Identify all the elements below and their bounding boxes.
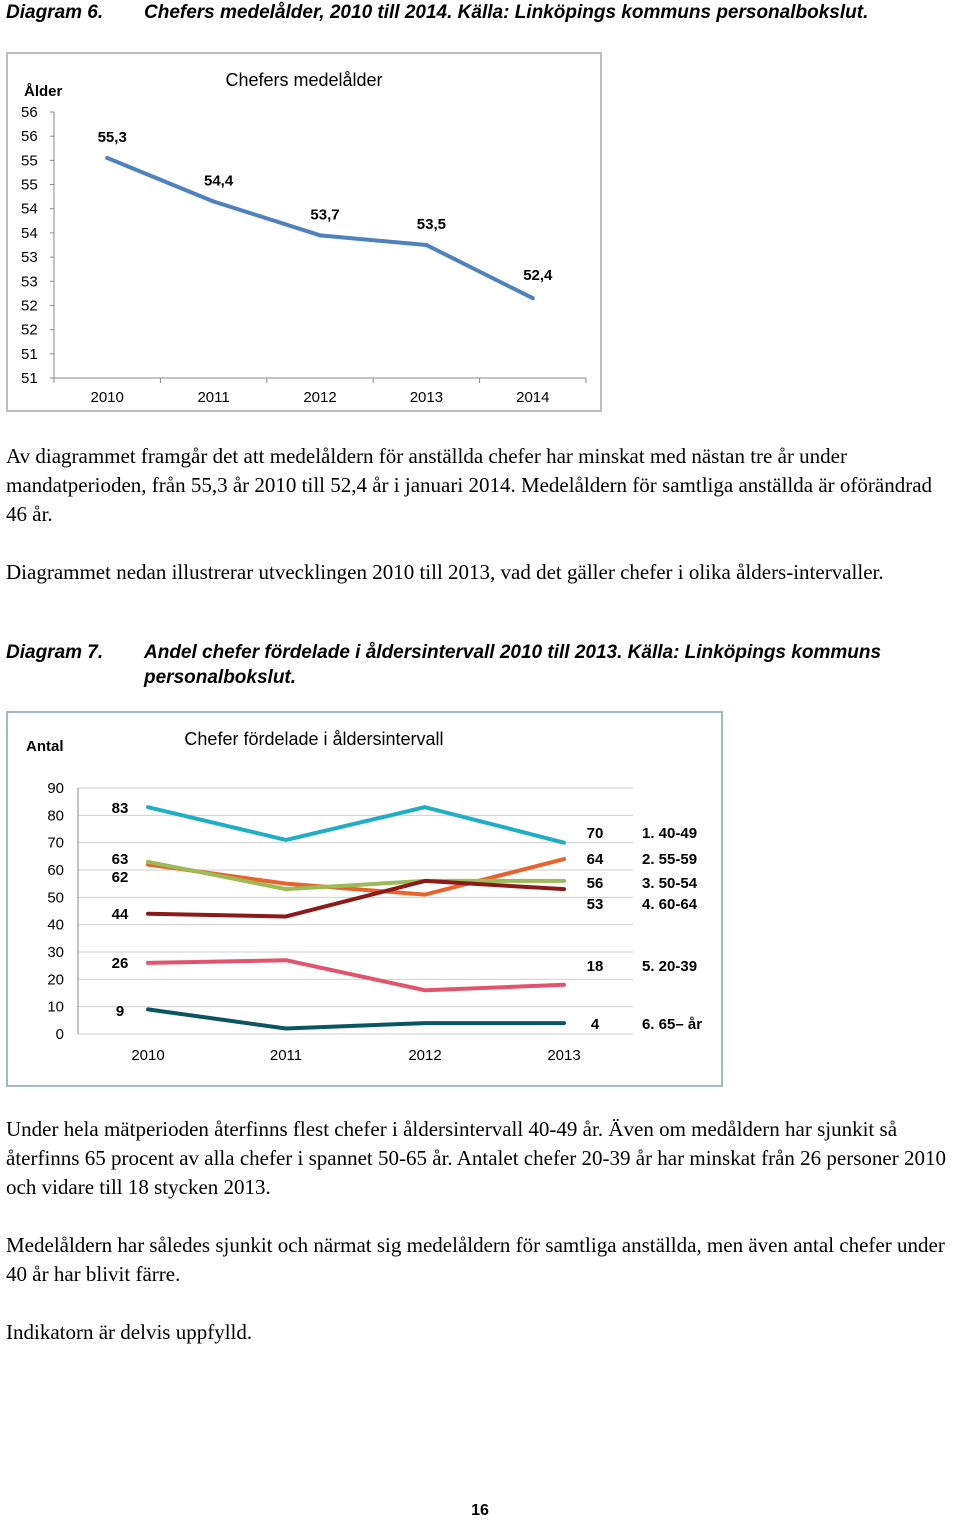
chart2-legend-entry: 5. 20-39 bbox=[642, 958, 698, 975]
chart2-start-label: 62 bbox=[111, 869, 129, 886]
chart2-ytick-label: 10 bbox=[47, 998, 64, 1016]
chart2-ytick-label: 40 bbox=[47, 916, 64, 934]
chart2-ytick-label: 90 bbox=[47, 780, 64, 797]
chart2-end-label: 56 bbox=[586, 875, 604, 892]
chart2-ytick-label: 0 bbox=[55, 1026, 64, 1043]
chart-age-intervals-svg bbox=[6, 711, 723, 1087]
chart2-start-label: 63 bbox=[111, 851, 129, 868]
chart1-xtick-label: 2014 bbox=[516, 389, 550, 406]
chart1-ytick-label: 56 bbox=[21, 104, 38, 121]
diagram6-caption bbox=[6, 2, 956, 28]
chart2-ytick-label: 20 bbox=[47, 971, 64, 989]
page-number: 16 bbox=[471, 1502, 489, 1519]
chart1-xtick-label: 2012 bbox=[303, 389, 337, 406]
chart1-xtick-label: 2011 bbox=[197, 389, 230, 406]
chart1-ytick-label: 52 bbox=[21, 321, 38, 339]
chart2-ytick-label: 30 bbox=[47, 944, 64, 961]
chart1-ytick-label: 52 bbox=[21, 297, 38, 315]
chart1-ytick-label: 55 bbox=[21, 152, 38, 170]
chart2-legend-entry: 1. 40-49 bbox=[642, 825, 698, 842]
chart2-ytick-label: 50 bbox=[47, 889, 64, 907]
paragraph-1: Av diagrammet framgår det att medelåldern för anställda chefer har minskat med nästan tre år under mandatperioden, från 55,3 år 2010 till 52,4 år i januari 2014. Medelåldern för samtliga anställda är oförändrad 46 år. bbox=[6, 444, 933, 526]
chart2-ytick-label: 60 bbox=[47, 862, 64, 879]
chart1-xtick-label: 2013 bbox=[409, 389, 444, 406]
chart1-ytick-label: 51 bbox=[21, 345, 38, 363]
chart-average-age bbox=[6, 52, 602, 412]
chart2-end-label: 53 bbox=[586, 896, 604, 913]
chart1-ytick-label: 53 bbox=[21, 273, 38, 291]
chart1-ytick-label: 53 bbox=[21, 249, 38, 267]
chart2-start-label: 9 bbox=[115, 1003, 125, 1020]
chart1-data-label: 52,4 bbox=[523, 267, 553, 285]
diagram7-label: Diagram 7. bbox=[6, 642, 104, 663]
chart2-ytick-label: 80 bbox=[47, 807, 64, 825]
diagram7-text-line1: Andel chefer fördelade i åldersintervall 2010 till 2013. Källa: Linköpings kommuns bbox=[144, 642, 882, 663]
chart-average-age-svg bbox=[6, 52, 602, 412]
chart1-data-point bbox=[318, 233, 322, 237]
diagram6-text: Chefers medelålder, 2010 till 2014. Källa: Linköpings kommuns personalbokslut. bbox=[144, 2, 869, 23]
chart2-legend-entry: 6. 65– år bbox=[642, 1016, 703, 1033]
chart2-title: Chefer fördelade i åldersintervall bbox=[184, 729, 444, 749]
chart1-data-point bbox=[424, 243, 428, 247]
chart1-ytick-label: 55 bbox=[21, 176, 38, 194]
chart1-ytick-label: 56 bbox=[21, 128, 38, 146]
chart2-frame bbox=[7, 712, 722, 1086]
chart2-start-label: 26 bbox=[111, 955, 129, 972]
chart1-data-label: 53,5 bbox=[416, 216, 447, 233]
chart2-xtick-label: 2013 bbox=[547, 1047, 581, 1064]
chart2-end-label: 18 bbox=[586, 958, 604, 975]
paragraph-5: Indikatorn är delvis uppfylld. bbox=[6, 1320, 253, 1344]
chart2-end-label: 64 bbox=[586, 851, 604, 868]
chart1-data-label: 53,7 bbox=[310, 206, 340, 224]
chart2-legend-entry: 3. 50-54 bbox=[642, 875, 698, 892]
chart2-legend-entry: 2. 55-59 bbox=[642, 851, 698, 868]
chart1-data-label: 54,4 bbox=[203, 172, 234, 190]
chart2-xtick-label: 2011 bbox=[269, 1047, 303, 1064]
chart1-data-label: 55,3 bbox=[97, 128, 127, 146]
chart2-end-label: 70 bbox=[586, 825, 604, 842]
chart1-data-point bbox=[212, 199, 216, 203]
chart2-start-label: 83 bbox=[111, 800, 129, 817]
chart2-end-label: 4 bbox=[590, 1016, 600, 1033]
chart-age-intervals bbox=[6, 711, 723, 1087]
chart1-xtick-label: 2010 bbox=[90, 389, 124, 406]
chart2-xtick-label: 2012 bbox=[408, 1047, 442, 1064]
chart2-ytick-label: 70 bbox=[47, 834, 64, 852]
chart1-ylabel: Ålder bbox=[24, 83, 63, 100]
paragraph-3: Under hela mätperioden återfinns flest chefer i åldersintervall 40-49 år. Även om medåldern har sjunkit så återfinns 65 procent av alla chefer i spannet 50-65 år. Antalet chefer 20-39 år har minskat från 26 personer 2010 och vidare till 18 stycken 2013. bbox=[6, 1117, 946, 1199]
chart2-start-label: 44 bbox=[111, 906, 129, 923]
chart1-ytick-label: 51 bbox=[21, 370, 38, 387]
chart2-xtick-label: 2010 bbox=[131, 1047, 165, 1064]
chart2-ylabel: Antal bbox=[26, 738, 64, 755]
diagram7-caption bbox=[6, 640, 960, 692]
paragraph-2: Diagrammet nedan illustrerar utvecklingen 2010 till 2013, vad det gäller chefer i olika ålders-intervaller. bbox=[6, 560, 884, 584]
chart1-title: Chefers medelålder bbox=[225, 70, 383, 90]
chart1-ytick-label: 54 bbox=[21, 200, 38, 218]
chart2-legend-entry: 4. 60-64 bbox=[642, 896, 698, 913]
chart1-data-point bbox=[531, 296, 535, 300]
chart1-ytick-label: 54 bbox=[21, 224, 38, 242]
diagram7-text-line2: personalbokslut. bbox=[144, 667, 297, 688]
chart1-data-point bbox=[105, 156, 109, 160]
diagram6-label: Diagram 6. bbox=[6, 2, 104, 23]
paragraph-4: Medelåldern har således sjunkit och närmat sig medelåldern för samtliga anställda, men även antal chefer under 40 år har blivit färre. bbox=[6, 1233, 945, 1286]
